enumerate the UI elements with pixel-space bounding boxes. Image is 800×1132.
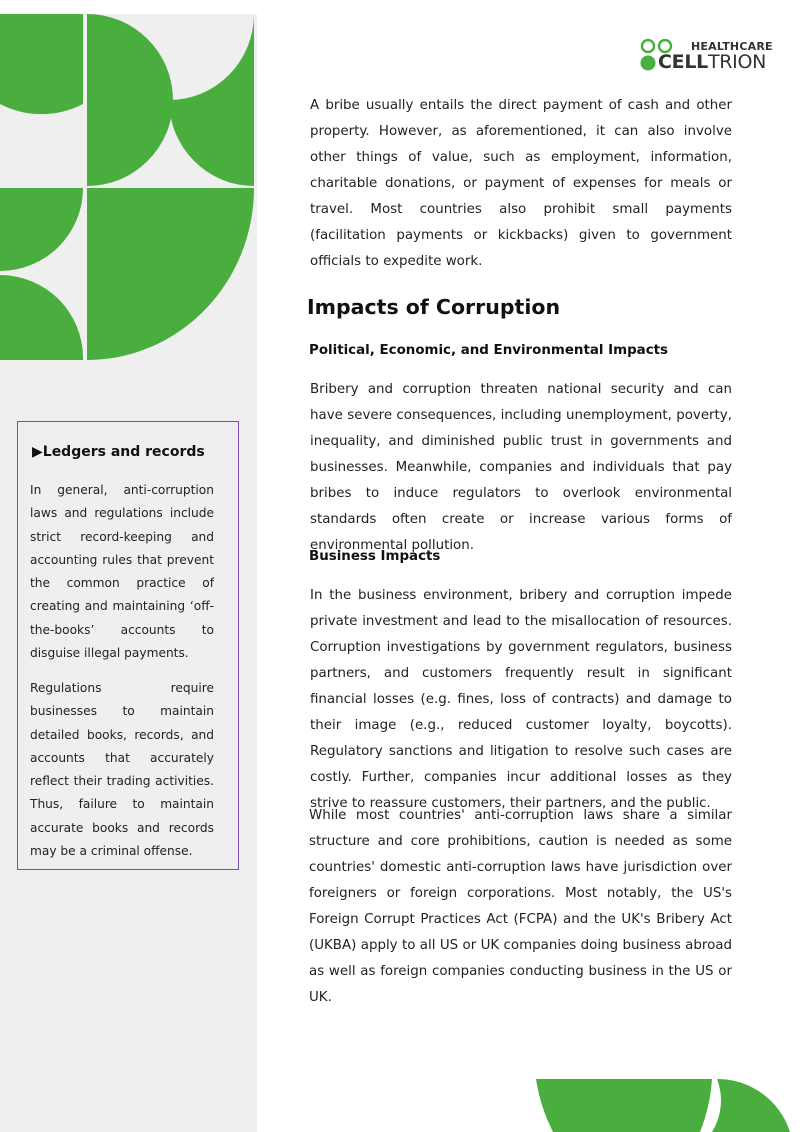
deco-shape-bottom-right-2: [712, 1079, 790, 1132]
deco-shape-half-circle: [87, 14, 173, 186]
deco-shape-bottom-right-1: [536, 1079, 712, 1132]
political-heading: Political, Economic, and Environmental Impacts: [309, 343, 669, 358]
sidebar-paragraph-1: In general, anti-corruption laws and regulations include strict record-keeping and accounting rules that prevent the common practice of creating and maintaining ‘off-the-books’ accounts to disguise illegal payments.: [30, 483, 214, 661]
sidebar-paragraph-2: Regulations require businesses to maintain detailed books, records, and accounts that accurately reflect their trading activities. Thus, failure to maintain accurate books and records may be a criminal offense.: [30, 681, 214, 859]
business-paragraph: In the business environment, bribery and corruption impede private investment and lead to the misallocation of resources. Corruption investigations by government regulators, business partners, and customers frequently result in significant financial losses (e.g. fines, loss of contracts) and damage to their image (e.g., reduced customer loyalty, boycotts). Regulatory sanctions and litigation to resolve such cases are costly. Further, companies incur additional losses as they strive to reassure customers, their partners, and the public.: [310, 588, 732, 811]
intro-paragraph: A bribe usually entails the direct payment of cash and other property. However, as aforementioned, it can also involve other things of value, such as employment, information, charitable donations, or payment of expenses for meals or travel. Most countries also prohibit small payments (facilitation payments or kickbacks) given to government officials to expedite work.: [310, 98, 732, 269]
deco-shape-center-quad: [87, 188, 254, 360]
closing-paragraph: While most countries' anti-corruption laws share a similar structure and core prohibitions, caution is needed as some countries' domestic anti-corruption laws have jurisdiction over foreigners or foreign corporations. Most notably, the US's Foreign Corrupt Practices Act (FCPA) and the UK's Bribery Act (UKBA) apply to all US or UK companies doing business abroad as well as foreign companies conducting business in the US or UK.: [309, 808, 732, 1005]
business-heading: Business Impacts: [309, 549, 441, 564]
deco-shape-bottom-left: [0, 275, 83, 360]
sidebar-ledgers-box: [17, 421, 239, 870]
political-paragraph: Bribery and corruption threaten national security and can have severe consequences, including unemployment, poverty, inequality, and diminished public trust in governments and businesses. Meanwhile, companies and individuals that pay bribes to induce regulators to overlook environmental standards often create or increase various forms of environmental pollution.: [310, 382, 732, 553]
deco-shape-top-left: [0, 14, 83, 114]
logo-trion: TRION: [707, 51, 767, 73]
deco-shape-right-wedge: [169, 14, 254, 186]
deco-bottom-white-curve: [257, 1068, 339, 1132]
logo-celltrion-text: [658, 51, 766, 73]
logo-healthcare-text: HEALTHCARE: [691, 40, 773, 53]
celltrion-logo: [638, 36, 773, 76]
deco-shape-left-quad: [0, 188, 83, 271]
logo-cell-bold: CELL: [658, 51, 708, 73]
section-title: Impacts of Corruption: [307, 295, 561, 319]
sidebar-title: ▶Ledgers and records: [32, 444, 205, 460]
